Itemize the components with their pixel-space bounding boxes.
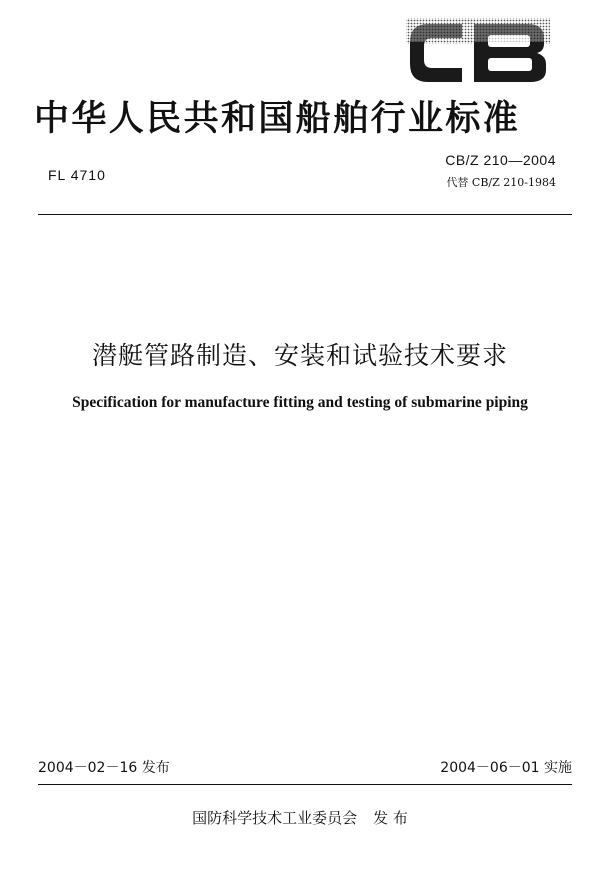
standard-number: CB/Z 210—2004	[445, 152, 556, 168]
issuer-action: 发 布	[373, 809, 408, 827]
issuer-line	[0, 807, 600, 828]
cb-logo	[404, 16, 554, 90]
fl-classification-code: FL 4710	[48, 167, 106, 183]
org-title: 中华人民共和国船舶行业标准	[34, 99, 521, 139]
document-title-en: Specification for manufacture fitting and testing of submarine piping	[72, 394, 528, 411]
issue-date: 2004－02－16 发布	[38, 760, 170, 776]
footer-divider	[38, 784, 572, 785]
implementation-date: 2004－06－01 实施	[440, 760, 572, 776]
issuer-name: 国防科学技术工业委员会	[192, 809, 358, 827]
header-divider	[38, 214, 572, 215]
document-title-cn: 潜艇管路制造、安装和试验技术要求	[91, 341, 508, 370]
replaces-note: 代替 CB/Z 210-1984	[446, 176, 556, 189]
